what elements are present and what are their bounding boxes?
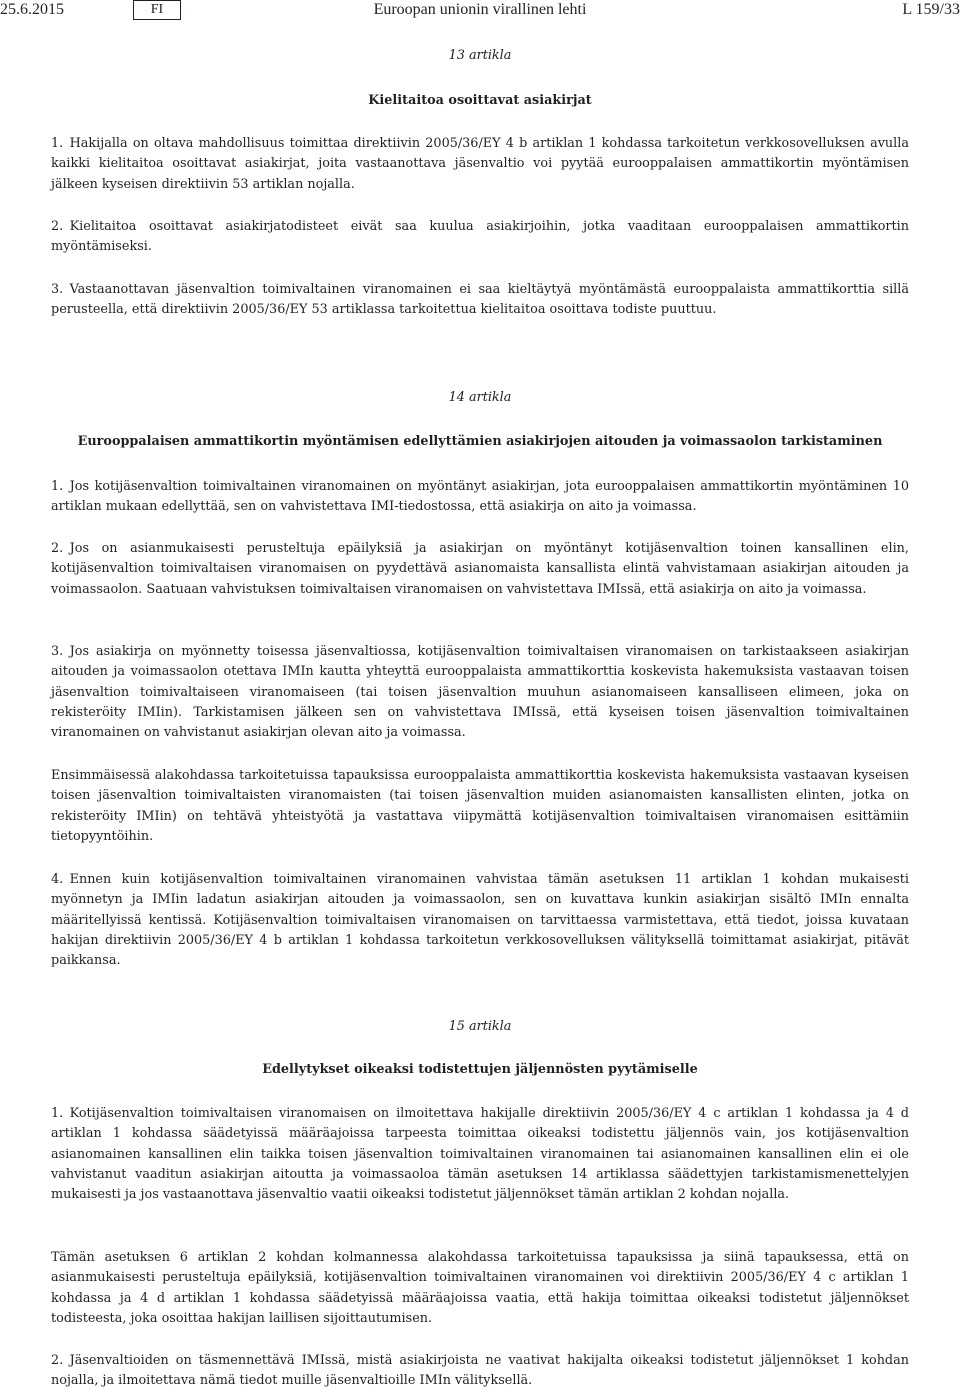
paragraph-text: Hakijalla on oltava mahdollisuus toimittaa direktiivin 2005/36/EY 4 b artiklan 1 kohdassa tarkoitetun verkkosovelluksen avulla kaikki kielitaitoa osoittavat asiakirjat, joita vastaanottava jäsenvaltio voi pyytää eurooppalaisen ammattikortin myöntämisen jälkeen kyseisen direktiivin 53 artiklan nojalla. — [51, 136, 909, 192]
paragraph-text: Ennen kuin kotijäsenvaltion toimivaltainen viranomainen vahvistaa tämän asetuksen 11 artiklan 1 kohdan mukaisesti myönnetyn ja IMIin ladatun asiakirjan aitouden ja voimassaolon, sen on kuvattava kunkin asiakirjan sisältö IMIn ennalta määritellyissä kentissä. Kotijäsenvaltion toimivaltaisen viranomaisen on tarvittaessa varmistettava, että tiedot, joissa kuvataan hakijan direktiivin 2005/36/EY 4 b artiklan 1 kohdassa tarkoitetun verkkosovelluksen välityksellä toimittamat asiakirjat, pitävät paikkansa. — [51, 872, 909, 969]
paragraph-number: 4. — [51, 872, 64, 887]
paragraph-number: 2. — [51, 541, 64, 556]
paragraph-text: Ensimmäisessä alakohdassa tarkoitetuissa tapauksissa eurooppalaista ammattikorttia koskevista hakemuksista vastaavan kyseisen toisen jäsenvaltion toimivaltaisten viranomaisten (tai toisen jäsenvaltion muiden asianomaisten kansallisten elinten, jotka on rekisteröity IMIin) on tehtävä yhteistyötä ja vastattava viipymättä kotijäsenvaltion toimivaltaisen viranomaisen esittämiin tietopyyntöihin. — [51, 768, 909, 844]
paragraph-number: 1. — [51, 1106, 64, 1121]
paragraph-text: Tämän asetuksen 6 artiklan 2 kohdan kolmannessa alakohdassa tarkoitetuissa tapauksissa ja siinä tapauksessa, että on asianmukaisesti perusteltuja epäilyksiä, kotijäsenvaltion toimivaltainen viranomainen voi direktiivin 2005/36/EY 4 c artiklan 1 kohdassa ja 4 d artiklan 1 kohdassa säädetyissä määräajoissa vaatia, että hakija toimittaa oikeaksi todistetut jäljennökset todisteesta, joka osoittaa hakijan laillisen sijoittautumisen. — [51, 1250, 909, 1326]
article-15-paragraph-2 — [51, 1351, 909, 1392]
article-13-number: 13 artikla — [448, 48, 512, 63]
page-header — [0, 0, 960, 26]
article-13-paragraph-3 — [51, 280, 909, 321]
paragraph-text: Jos asiakirja on myönnetty toisessa jäsenvaltiossa, kotijäsenvaltion toimivaltaisen viranomaisen on tarkistaakseen asiakirjan aitouden ja voimassaolon otettava IMIn kautta yhteyttä eurooppalaista ammattikorttia koskevista hakemuksista vastaavan toisen jäsenvaltion toimivaltaiseen viranomaiseen (tai toisen jäsenvaltion muuhun asianomaiseen kansalliseen elimeen, joka on rekisteröity IMIin). Tarkistamisen jälkeen sen on vahvistettava IMIssä, että kyseisen toisen jäsenvaltion toimivaltainen viranomainen on vahvistanut asiakirjan olevan aito ja voimassa. — [51, 644, 909, 741]
header-journal-title: Euroopan unionin virallinen lehti — [373, 1, 587, 18]
article-14-title: Eurooppalaisen ammattikortin myöntämisen edellyttämien asiakirjojen aitouden ja voimassaolon tarkistaminen — [77, 434, 883, 449]
article-14-paragraph-3 — [51, 642, 909, 743]
paragraph-text: Jäsenvaltioiden on täsmennettävä IMIssä, mistä asiakirjoista ne vaativat hakijalta oikeaksi todistetut jäljennökset 1 kohdan nojalla, ja ilmoitettava nämä tiedot muille jäsenvaltioille IMIn välityksellä. — [51, 1353, 909, 1389]
paragraph-number: 3. — [51, 282, 64, 297]
article-15-title: Edellytykset oikeaksi todistettujen jäljennösten pyytämiselle — [262, 1062, 698, 1077]
paragraph-text: Jos on asianmukaisesti perusteltuja epäilyksiä ja asiakirjan on myöntänyt kotijäsenvaltion toinen kansallinen elin, kotijäsenvaltion toimivaltaisen viranomaisen on pyydettävä asianomaista kansallista elintä vahvistamaan asiakirjan aitouden ja voimassaolon. Saatuaan vahvistuksen toimivaltaisen viranomaisen on vahvistettava IMIssä, että asiakirja on aito ja voimassa. — [51, 541, 909, 597]
article-13-paragraph-1 — [51, 134, 909, 195]
article-13-paragraph-2 — [51, 217, 909, 258]
paragraph-number: 1. — [51, 136, 64, 151]
paragraph-text: Jos kotijäsenvaltion toimivaltainen viranomainen on myöntänyt asiakirjan, jota eurooppalaisen ammattikortin myöntäminen 10 artiklan mukaan edellyttää, sen on vahvistettava IMI-tiedostossa, että asiakirja on aito ja voimassa. — [51, 479, 909, 515]
header-language-box: FI — [133, 0, 181, 20]
paragraph-number: 3. — [51, 644, 64, 659]
article-14-paragraph-4 — [51, 870, 909, 971]
article-15-number: 15 artikla — [448, 1019, 512, 1034]
article-14-number: 14 artikla — [448, 390, 512, 405]
paragraph-number: 2. — [51, 219, 64, 234]
header-page-number: L 159/33 — [902, 1, 960, 18]
paragraph-text: Kotijäsenvaltion toimivaltaisen viranomaisen on ilmoitettava hakijalle direktiivin 2005/36/EY 4 c artiklan 1 kohdassa ja 4 d artiklan 1 kohdassa säädetyissä määräajoissa tarpeesta toimittaa oikeaksi todistettu jäljennös vain, jos kotijäsenvaltion asianomainen kansallinen elin taikka toisen jäsenvaltion toimivaltainen viranomainen tai asianomainen kansallinen elin ei ole vahvistanut vaaditun asiakirjan aitoutta ja voimassaoloa tämän asetuksen 14 artiklassa säädettyjen tarkistamismenettelyjen mukaisesti ja jos vastaanottava jäsenvaltio vaatii oikeaksi todistetut jäljennökset tämän artiklan 2 kohdan nojalla. — [51, 1106, 909, 1203]
paragraph-number: 2. — [51, 1353, 64, 1368]
article-14-paragraph-1 — [51, 477, 909, 518]
article-15-subparagraph — [51, 1248, 909, 1329]
paragraph-text: Kielitaitoa osoittavat asiakirjatodisteet eivät saa kuulua asiakirjoihin, jotka vaaditaan eurooppalaisen ammattikortin myöntämiseksi. — [51, 219, 909, 255]
paragraph-number: 1. — [51, 479, 64, 494]
header-date: 25.6.2015 — [0, 1, 64, 18]
article-15-paragraph-1 — [51, 1104, 909, 1205]
article-13-title: Kielitaitoa osoittavat asiakirjat — [368, 93, 592, 108]
article-14-subparagraph — [51, 766, 909, 847]
paragraph-text: Vastaanottavan jäsenvaltion toimivaltainen viranomainen ei saa kieltäytyä myöntämästä eurooppalaista ammattikorttia sillä perusteella, että direktiivin 2005/36/EY 53 artiklassa tarkoitettua kielitaitoa osoittava todiste puuttuu. — [51, 282, 909, 318]
article-14-paragraph-2 — [51, 539, 909, 600]
